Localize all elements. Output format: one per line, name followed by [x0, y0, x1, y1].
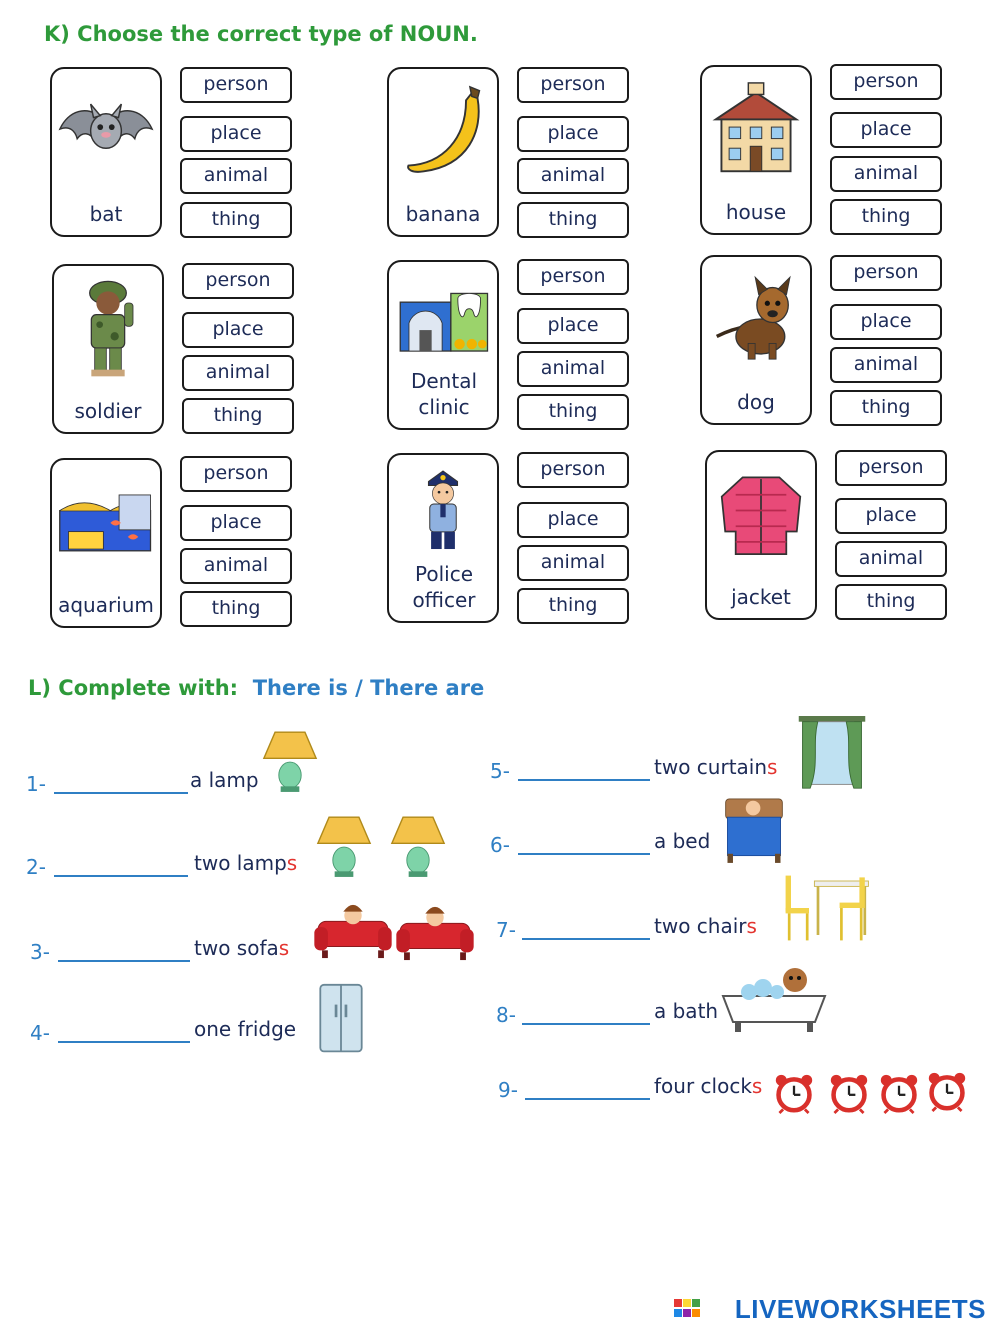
exercise-text	[654, 755, 777, 779]
section-l-title	[28, 676, 484, 700]
exercise-noun: two curtain	[654, 755, 768, 779]
alarm-clock-icon	[829, 1072, 869, 1114]
option-person-button[interactable]: person	[830, 64, 942, 100]
option-thing-button[interactable]: thing	[180, 591, 292, 627]
option-place-button[interactable]: place	[830, 304, 942, 340]
plural-suffix: s	[286, 851, 298, 875]
answer-blank-input[interactable]	[518, 757, 650, 781]
exercise-number: 1-	[26, 772, 46, 796]
exercise-noun: two sofa	[194, 936, 279, 960]
option-animal-button[interactable]: animal	[180, 548, 292, 584]
answer-blank-input[interactable]	[525, 1076, 650, 1100]
soldier-icon	[60, 278, 156, 378]
exercise-noun: two lamp	[194, 851, 287, 875]
noun-card-house	[700, 65, 812, 235]
exercise-noun: one fridge	[194, 1017, 297, 1041]
option-person-button[interactable]: person	[517, 67, 629, 103]
option-thing-button[interactable]: thing	[517, 394, 629, 430]
bath-icon	[718, 966, 830, 1036]
option-animal-button[interactable]: animal	[830, 156, 942, 192]
answer-blank-input[interactable]	[58, 1019, 190, 1043]
option-place-button[interactable]: place	[830, 112, 942, 148]
plural-suffix: s	[751, 1074, 763, 1098]
answer-blank-input[interactable]	[58, 938, 190, 962]
option-place-button[interactable]: place	[517, 116, 629, 152]
plural-suffix: s	[278, 936, 290, 960]
option-person-button[interactable]: person	[180, 456, 292, 492]
option-place-button[interactable]: place	[180, 116, 292, 152]
option-place-button[interactable]: place	[835, 498, 947, 534]
noun-card-soldier	[52, 264, 164, 434]
noun-card-word: Police officer	[412, 562, 476, 612]
noun-card-word: aquarium	[58, 593, 154, 617]
sofa-icon	[314, 902, 392, 960]
noun-card-aquarium	[50, 458, 162, 628]
exercise-text	[194, 851, 297, 875]
option-place-button[interactable]: place	[182, 312, 294, 348]
exercise-noun: a bath	[654, 999, 719, 1023]
option-place-button[interactable]: place	[517, 308, 629, 344]
noun-card-police-officer	[387, 453, 499, 623]
option-animal-button[interactable]: animal	[517, 545, 629, 581]
exercise-noun: a lamp	[190, 768, 259, 792]
liveworksheets-logo-icon	[674, 1299, 700, 1319]
option-thing-button[interactable]: thing	[835, 584, 947, 620]
option-person-button[interactable]: person	[517, 452, 629, 488]
police-officer-icon	[395, 467, 491, 553]
exercise-noun: a bed	[654, 829, 711, 853]
lamp-icon	[316, 815, 372, 881]
option-thing-button[interactable]: thing	[182, 398, 294, 434]
dental-clinic-icon	[395, 274, 491, 360]
jacket-icon	[713, 464, 809, 564]
chairs-icon	[780, 872, 874, 944]
exercise-noun: four clock	[654, 1074, 752, 1098]
noun-card-word: house	[725, 200, 787, 224]
exercise-text	[654, 1074, 762, 1098]
noun-card-word: Dental clinic	[410, 369, 478, 419]
noun-card-word: banana	[405, 202, 481, 226]
exercise-number: 3-	[30, 940, 50, 964]
plural-suffix: s	[767, 755, 778, 779]
exercise-number: 5-	[490, 759, 510, 783]
exercise-text	[654, 829, 710, 853]
noun-card-dog	[700, 255, 812, 425]
option-person-button[interactable]: person	[835, 450, 947, 486]
lamp-icon	[390, 815, 446, 881]
noun-card-word: bat	[89, 202, 123, 226]
noun-card-word: soldier	[74, 399, 142, 423]
option-thing-button[interactable]: thing	[180, 202, 292, 238]
option-animal-button[interactable]: animal	[830, 347, 942, 383]
lamp-icon	[262, 730, 318, 796]
exercise-number: 6-	[490, 833, 510, 857]
option-animal-button[interactable]: animal	[835, 541, 947, 577]
option-person-button[interactable]: person	[180, 67, 292, 103]
exercise-noun: two chair	[654, 914, 747, 938]
answer-blank-input[interactable]	[54, 853, 188, 877]
aquarium-icon	[58, 472, 154, 572]
curtains-icon	[798, 716, 866, 792]
option-person-button[interactable]: person	[830, 255, 942, 291]
exercise-text	[190, 768, 259, 792]
fridge-icon	[318, 983, 364, 1055]
noun-card-jacket	[705, 450, 817, 620]
noun-card-bat	[50, 67, 162, 237]
exercise-number: 9-	[498, 1078, 518, 1102]
option-animal-button[interactable]: animal	[180, 158, 292, 194]
answer-blank-input[interactable]	[522, 1001, 650, 1025]
answer-blank-input[interactable]	[54, 770, 188, 794]
section-l-title-prefix: L) Complete with:	[28, 676, 239, 700]
exercise-number: 2-	[26, 855, 46, 879]
answer-blank-input[interactable]	[522, 916, 650, 940]
liveworksheets-brand: LIVEWORKSHEETS	[734, 1294, 986, 1324]
exercise-text	[194, 936, 289, 960]
option-animal-button[interactable]: animal	[517, 158, 629, 194]
option-person-button[interactable]: person	[517, 259, 629, 295]
exercise-text	[194, 1017, 296, 1041]
option-person-button[interactable]: person	[182, 263, 294, 299]
section-k-title: K) Choose the correct type of NOUN.	[44, 22, 478, 46]
noun-card-banana	[387, 67, 499, 237]
exercise-text	[654, 914, 757, 938]
alarm-clock-icon	[774, 1072, 814, 1114]
plural-suffix: s	[746, 914, 757, 938]
alarm-clock-icon	[879, 1072, 919, 1114]
option-thing-button[interactable]: thing	[517, 588, 629, 624]
exercise-number: 4-	[30, 1021, 50, 1045]
bat-icon	[58, 81, 154, 181]
sofa-icon	[396, 904, 474, 962]
answer-blank-input[interactable]	[518, 831, 650, 855]
bed-icon	[722, 790, 786, 870]
noun-card-word: dog	[737, 390, 775, 414]
option-place-button[interactable]: place	[517, 502, 629, 538]
exercise-number: 8-	[496, 1003, 516, 1027]
noun-card-word: jacket	[731, 585, 791, 609]
alarm-clock-icon	[927, 1070, 967, 1112]
exercise-text	[654, 999, 718, 1023]
house-icon	[708, 79, 804, 179]
option-thing-button[interactable]: thing	[517, 202, 629, 238]
option-animal-button[interactable]: animal	[182, 355, 294, 391]
dog-icon	[708, 269, 804, 369]
exercise-number: 7-	[496, 918, 516, 942]
section-l-title-options: There is / There are	[252, 676, 485, 700]
option-animal-button[interactable]: animal	[517, 351, 629, 387]
option-thing-button[interactable]: thing	[830, 199, 942, 235]
option-thing-button[interactable]: thing	[830, 390, 942, 426]
option-place-button[interactable]: place	[180, 505, 292, 541]
banana-icon	[395, 81, 491, 181]
noun-card-dental-clinic	[387, 260, 499, 430]
